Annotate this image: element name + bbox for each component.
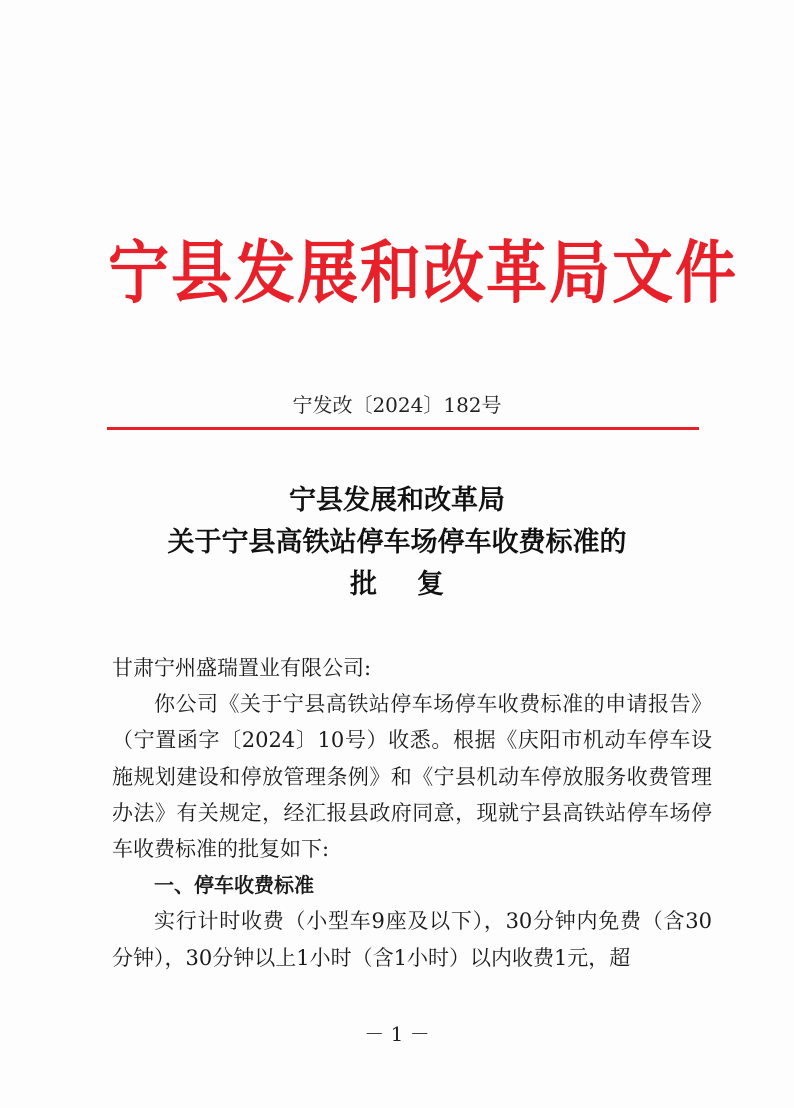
paragraph: 你公司《关于宁县高铁站停车场停车收费标准的申请报告》（宁置函字〔2024〕10号）收悉。根据《庆阳市机动车停车设施规划建设和停放管理条例》和《宁县机动车停放服务收费管理办法》有关规定，经汇报县政府同意，现就宁县高铁站停车场停车收费标准的批复如下: bbox=[112, 692, 712, 862]
document-header-title: 宁县发展和改革局文件 bbox=[108, 233, 739, 314]
page-number: － 1 － bbox=[364, 1022, 430, 1046]
section-heading: 一、停车收费标准 bbox=[154, 873, 314, 898]
header-red-rule bbox=[107, 427, 699, 430]
subject-line-1: 宁县发展和改革局 bbox=[289, 485, 505, 516]
document-number: 宁发改〔2024〕182号 bbox=[292, 393, 502, 417]
paragraph: 实行计时收费（小型车9座及以下），30分钟内免费（含30分钟），30分钟以上1小时（含1小时）以内收费1元，超 bbox=[112, 909, 712, 970]
document-body bbox=[112, 650, 712, 976]
salutation: 甘肃宁州盛瑞置业有限公司: bbox=[112, 656, 372, 680]
subject-line-2: 关于宁县高铁站停车场停车收费标准的 bbox=[167, 527, 627, 558]
subject-line-3: 批复 bbox=[350, 569, 484, 600]
document-subject bbox=[0, 480, 794, 606]
